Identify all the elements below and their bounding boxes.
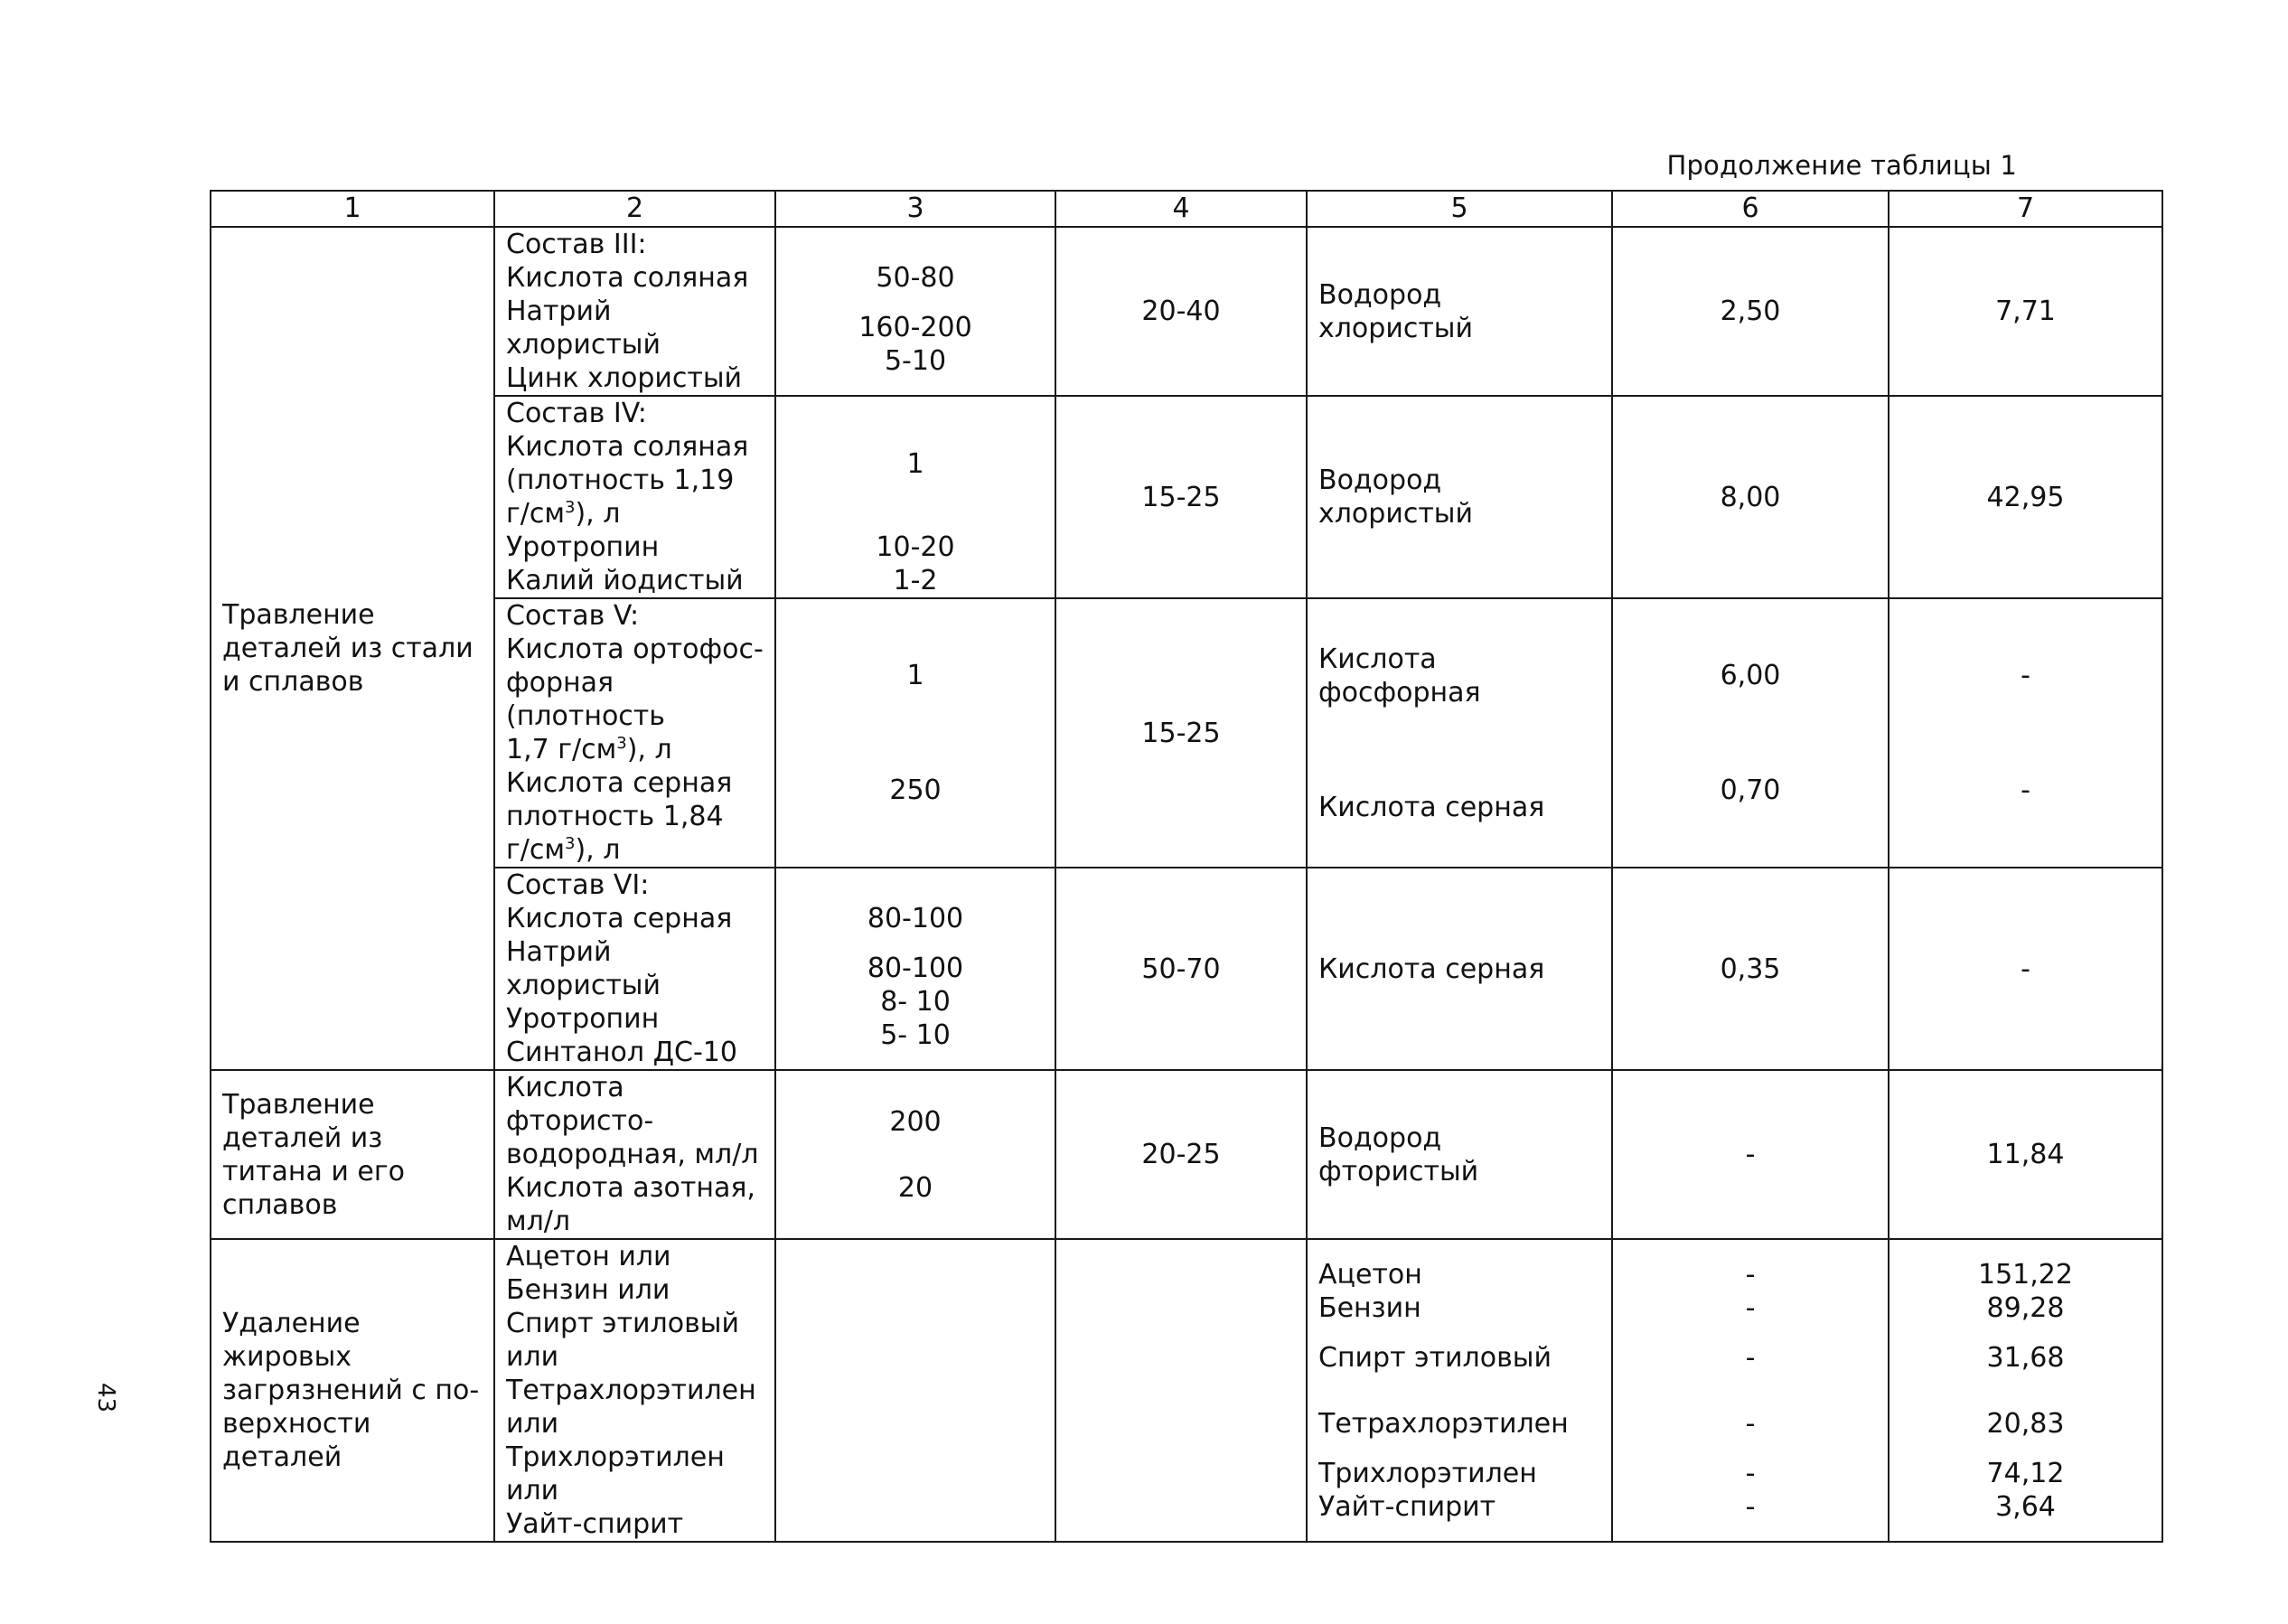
composition-line (506, 497, 764, 530)
table-row (211, 227, 2162, 396)
composition-line: Тетрахлорэтилен (506, 1375, 756, 1406)
value-line: 20,83 (1986, 1407, 2065, 1440)
table-row (211, 396, 2162, 598)
composition-line: Калий йодистый (506, 565, 744, 596)
concentration-value: 5- 10 (880, 1019, 951, 1051)
process-cell: Травление деталей из титана и его сплавов (211, 1070, 494, 1239)
data-table (210, 190, 2163, 1543)
col-header-1: 1 (211, 191, 494, 227)
composition-line: Бензин или (506, 1274, 670, 1306)
composition-line: Цинк хлористый (506, 362, 743, 394)
composition-text: 1,7 г/см (506, 734, 617, 765)
composition-line: Спирт этиловый (506, 1308, 739, 1339)
temperature-cell: 15-25 (1055, 396, 1307, 598)
temperature-cell: 20-40 (1055, 227, 1307, 396)
composition-line: Уайт-спирит (506, 1508, 684, 1540)
composition-cell (494, 396, 775, 598)
table-row (211, 598, 2162, 868)
composition-line: мл/л (506, 1206, 571, 1237)
value-cell-7: 42,95 (1889, 396, 2162, 598)
superscript: 3 (616, 734, 627, 753)
col-header-2: 2 (494, 191, 775, 227)
table-row (211, 1239, 2162, 1542)
value-line: - (1745, 1457, 1756, 1489)
concentration-value: 80-100 (867, 953, 964, 984)
temperature-cell: 50-70 (1055, 868, 1307, 1070)
value-line: - (1745, 1407, 1756, 1440)
table-row (211, 1070, 2162, 1239)
concentration-value: 200 (889, 1105, 942, 1138)
substance-line: Тетрахлорэтилен (1318, 1407, 1569, 1440)
table-caption: Продолжение таблицы 1 (1666, 150, 2017, 181)
process-line: загрязнений с по- (222, 1375, 480, 1406)
substance-cell: Водород хлористый (1307, 396, 1612, 598)
concentration-value: 20 (897, 1171, 933, 1204)
composition-line: водородная, мл/л (506, 1139, 759, 1170)
substance-line: Спирт этиловый (1318, 1341, 1552, 1374)
value-line: 0,70 (1720, 774, 1781, 806)
composition-line: или (506, 1408, 559, 1440)
composition-line: Натрий хлористый (506, 936, 661, 1001)
concentration-value: 80-100 (867, 903, 964, 934)
concentration-value: 50-80 (876, 262, 955, 294)
header-row (211, 191, 2162, 227)
temperature-cell (1055, 1239, 1307, 1542)
value-line: 151,22 (1978, 1258, 2073, 1291)
concentration-value: 10-20 (876, 530, 955, 563)
composition-cell (494, 868, 775, 1070)
composition-line: Уротропин (506, 531, 660, 563)
composition-cell (494, 227, 775, 396)
value-cell-6: 8,00 (1612, 396, 1889, 598)
substance-cell: Водород фтористый (1307, 1070, 1612, 1239)
concentration-value: 1 (906, 660, 924, 691)
col-header-7: 7 (1889, 191, 2162, 227)
value-line: 31,68 (1986, 1341, 2065, 1374)
composition-text: г/см (506, 834, 565, 866)
composition-line: Кислота ортофос- (506, 634, 764, 665)
composition-line: Кислота соляная (506, 431, 749, 463)
table-row (211, 868, 2162, 1070)
col-header-3: 3 (775, 191, 1055, 227)
value-cell-7: 7,71 (1889, 227, 2162, 396)
substance-line: Уайт-спирит (1318, 1490, 1496, 1523)
composition-line (506, 733, 764, 766)
value-cell-7: - (1889, 868, 2162, 1070)
value-line: 74,12 (1986, 1457, 2065, 1489)
substance-line: Трихлорэтилен (1318, 1457, 1537, 1489)
composition-line: (плотность 1,19 (506, 465, 735, 496)
process-cell: Травление деталей из стали и сплавов (211, 227, 494, 1070)
value-cell-6: - (1612, 1070, 1889, 1239)
col-header-5: 5 (1307, 191, 1612, 227)
composition-cell (494, 598, 775, 868)
composition-line: Кислота азотная, (506, 1172, 755, 1204)
concentration-cell (775, 227, 1055, 396)
value-line: - (2021, 774, 2030, 806)
value-line: - (1745, 1341, 1756, 1374)
concentration-value: 1 (906, 447, 924, 480)
value-cell-6: 2,50 (1612, 227, 1889, 396)
composition-line: или (506, 1341, 559, 1373)
substance-cell: Водород хлористый (1307, 227, 1612, 396)
value-cell-7 (1889, 1239, 2162, 1542)
concentration-cell (775, 1070, 1055, 1239)
page-number: 43 (92, 1383, 119, 1413)
substance-line: Ацетон (1318, 1258, 1422, 1291)
composition-text: ), л (575, 834, 621, 866)
temperature-cell: 20-25 (1055, 1070, 1307, 1239)
concentration-value: 250 (889, 774, 942, 806)
concentration-value: 8- 10 (880, 986, 951, 1018)
composition-text: г/см (506, 498, 565, 530)
concentration-value: 1-2 (893, 564, 938, 596)
temperature-cell: 15-25 (1055, 598, 1307, 868)
composition-line: плотность 1,84 (506, 801, 724, 832)
concentration-cell (775, 1239, 1055, 1542)
substance-cell (1307, 598, 1612, 868)
substance-line: Кислота серная (1318, 791, 1545, 823)
value-line: 6,00 (1720, 660, 1781, 691)
composition-text: ), л (626, 734, 672, 765)
concentration-value: 5-10 (884, 345, 947, 377)
value-line: - (1745, 1291, 1756, 1324)
composition-line: Кислота соляная (506, 262, 749, 294)
composition-line: Натрий хлористый (506, 296, 661, 361)
value-cell-6 (1612, 1239, 1889, 1542)
superscript: 3 (565, 498, 576, 517)
substance-cell (1307, 1239, 1612, 1542)
composition-line: Состав III: (506, 229, 647, 260)
value-line: 89,28 (1986, 1291, 2065, 1324)
composition-line: Уротропин (506, 1003, 660, 1035)
composition-cell (494, 1239, 775, 1542)
composition-line: Синтанол ДС-10 (506, 1037, 737, 1068)
composition-line: Состав VI: (506, 869, 650, 901)
value-line: - (2021, 660, 2030, 691)
value-cell-7 (1889, 598, 2162, 868)
composition-text: ), л (575, 498, 621, 530)
superscript: 3 (565, 834, 576, 853)
concentration-cell (775, 868, 1055, 1070)
composition-line: Кислота серная (506, 767, 733, 799)
col-header-4: 4 (1055, 191, 1307, 227)
value-line: 3,64 (1995, 1490, 2056, 1523)
substance-line: Бензин (1318, 1291, 1421, 1324)
composition-line: Кислота фтористо- (506, 1072, 654, 1137)
composition-line: форная (плотность (506, 667, 665, 732)
composition-line: Ацетон или (506, 1241, 671, 1272)
composition-line (506, 833, 764, 867)
concentration-cell (775, 598, 1055, 868)
composition-line: Состав IV: (506, 398, 647, 429)
concentration-value: 160-200 (858, 312, 972, 343)
composition-line: Трихлорэтилен или (506, 1441, 725, 1507)
value-line: - (1745, 1258, 1756, 1291)
value-cell-6 (1612, 598, 1889, 868)
col-header-6: 6 (1612, 191, 1889, 227)
process-line: верхности деталей (222, 1408, 371, 1473)
substance-line: Кислота фосфорная (1318, 643, 1481, 709)
value-line: - (1745, 1490, 1756, 1523)
concentration-cell (775, 396, 1055, 598)
value-cell-6: 0,35 (1612, 868, 1889, 1070)
composition-line: Состав V: (506, 600, 640, 632)
process-cell (211, 1239, 494, 1542)
process-line: Удаление жировых (222, 1308, 361, 1373)
composition-line: Кислота серная (506, 903, 733, 934)
value-cell-7: 11,84 (1889, 1070, 2162, 1239)
composition-cell (494, 1070, 775, 1239)
substance-cell: Кислота серная (1307, 868, 1612, 1070)
